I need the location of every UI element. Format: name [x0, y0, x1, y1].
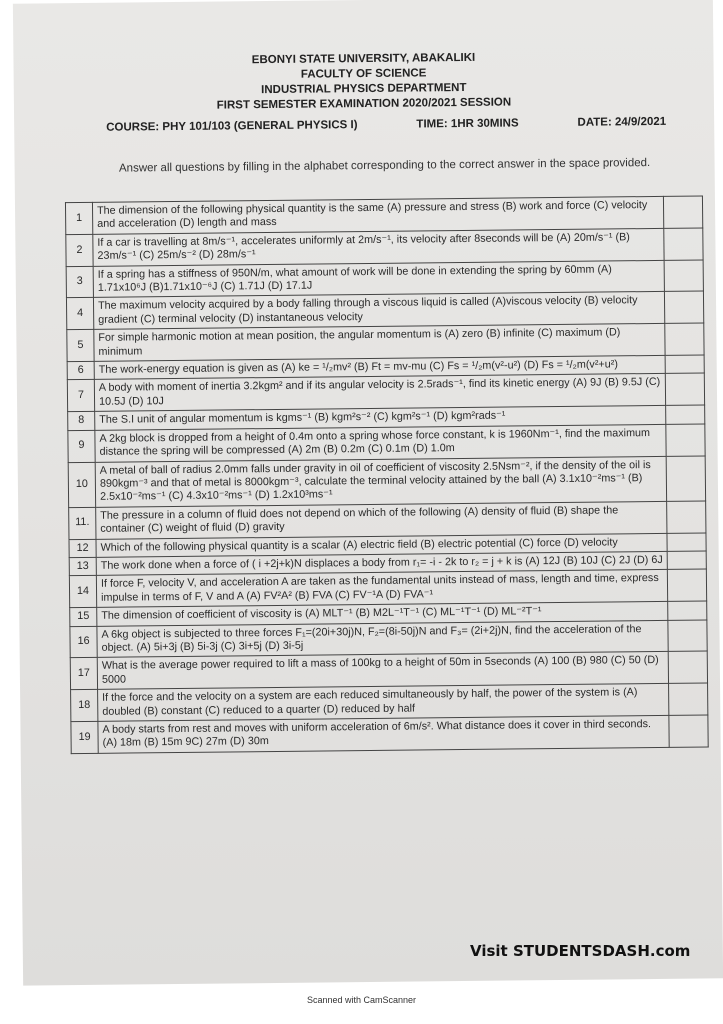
question-number: 11.: [69, 507, 96, 539]
question-text: Which of the following physical quantity is a scalar (A) electric field (B) electric potential (C) force (D) velocity: [96, 533, 667, 557]
exam-title: FIRST SEMESTER EXAMINATION 2020/2021 SESSION: [216, 96, 512, 112]
question-number: 19: [71, 721, 98, 753]
question-number: 14: [69, 576, 96, 608]
question-row: [71, 715, 708, 753]
answer-space[interactable]: [669, 715, 708, 747]
answer-space[interactable]: [663, 196, 702, 228]
answer-space[interactable]: [667, 532, 706, 551]
department-name: INDUSTRIAL PHYSICS DEPARTMENT: [261, 81, 467, 97]
exam-header: [13, 48, 714, 115]
question-text: For simple harmonic motion at mean position, the angular momentum is (A) zero (B) infinite (C) maximum (D) minimum: [94, 324, 665, 362]
course-code: COURSE: PHY 101/103 (GENERAL PHYSICS I): [106, 119, 358, 134]
answer-space[interactable]: [665, 323, 704, 355]
answer-space[interactable]: [666, 405, 705, 424]
answer-space[interactable]: [664, 260, 703, 292]
question-text: If force F, velocity V, and acceleration A are taken as the fundamental units instead of mass, length and time, express impulse in terms of F, V and A (A) FV²A² (B) FVA (C) FV⁻¹A (D) FVA⁻¹: [96, 570, 667, 608]
question-number: 13: [69, 557, 96, 576]
question-number: 9: [68, 430, 95, 462]
question-number: 8: [68, 412, 95, 431]
question-text: What is the average power required to lift a mass of 100kg to a height of 50m in 5seconds (A) 100 (B) 980 (C) 50 (D) 5000: [97, 652, 668, 690]
question-number: 3: [66, 266, 93, 298]
exam-paper: [13, 0, 723, 986]
question-text: A 2kg block is dropped from a height of 0.4m onto a spring whose force constant, k is 1960Nm⁻¹, find the maximum distance the spring will be compressed (A) 2m (B) 0.2m (C) 0.1m (D) 1.0m: [95, 424, 666, 462]
question-text: The work done when a force of ( i +2j+k)N displaces a body from r₁= -i - 2k to r₂ = j + k is (A) 12J (B) 10J (C) 2J (D) 6J: [96, 551, 667, 575]
question-row: [68, 455, 705, 507]
question-text: A body with moment of inertia 3.2kgm² and if its angular velocity is 2.5rads⁻¹, find its kinetic energy (A) 9J (B) 9.5J (C) 10.5J (D) 10J: [94, 374, 665, 412]
answer-space[interactable]: [668, 651, 707, 683]
answer-space[interactable]: [668, 601, 707, 620]
question-number: 5: [67, 330, 94, 362]
answer-space[interactable]: [665, 355, 704, 374]
question-number: 17: [70, 658, 97, 690]
answer-space[interactable]: [666, 455, 705, 501]
question-text: The pressure in a column of fluid does not depend on which of the following (A) density of fluid (B) shape the container (C) weight of fluid (D) gravity: [96, 501, 667, 539]
answer-space[interactable]: [668, 620, 707, 652]
answer-space[interactable]: [664, 291, 703, 323]
question-text: The dimension of the following physical quantity is the same (A) pressure and stress (B) work and force (C) velocity and acceleration (D) length and mass: [92, 196, 663, 234]
faculty-name: FACULTY OF SCIENCE: [300, 67, 427, 81]
answer-space[interactable]: [667, 501, 706, 533]
exam-date: DATE: 24/9/2021: [577, 115, 667, 129]
answer-space[interactable]: [669, 683, 708, 715]
answer-space[interactable]: [667, 551, 706, 570]
question-text: The S.I unit of angular momentum is kgms⁻¹ (B) kgm²s⁻² (C) kgm²s⁻¹ (D) kgm²rads⁻¹: [95, 406, 666, 430]
course-info: [106, 116, 666, 134]
question-number: 15: [70, 608, 97, 627]
question-number: 4: [66, 298, 93, 330]
studentsdash-watermark: Visit STUDENTSDASH.com: [470, 942, 691, 960]
answer-space[interactable]: [665, 373, 704, 405]
question-number: 18: [71, 690, 98, 722]
question-text: If a car is travelling at 8m/s⁻¹, accelerates uniformly at 2m/s⁻¹, its velocity after 8seconds will be (A) 20m/s⁻¹ (B) 23m/s⁻¹ (C) 25m/s⁻² (D) 28m/s⁻¹: [93, 228, 664, 266]
question-text: A body starts from rest and moves with uniform acceleration of 6m/s². What distance does it cover in third seconds. (A) 18m (B) 15m 9C) 27m (D) 30m: [98, 715, 669, 753]
question-number: 1: [65, 202, 92, 234]
question-text: If a spring has a stiffness of 950N/m, what amount of work will be done in extending the spring by 60mm (A) 1.71x10⁶J (B)1.71x10⁻⁶J (C) 1.71J (D) 17.1J: [93, 260, 664, 298]
answer-space[interactable]: [664, 228, 703, 260]
question-number: 6: [67, 361, 94, 380]
university-name: EBONYI STATE UNIVERSITY, ABAKALIKI: [251, 51, 476, 67]
exam-time: TIME: 1HR 30MINS: [416, 117, 519, 131]
question-text: A metal of ball of radius 2.0mm falls under gravity in oil of coefficient of viscosity 2.5Nsm⁻², if the density of the oil is 890kgm⁻³ and that of metal is 8000kgm⁻³, calculate the terminal velocity attained by the ball (A) 3.1x10⁻²ms⁻¹ (B) 2.5x10⁻²ms⁻¹ (C) 4.3x10⁻²ms⁻¹ (D) 1.2x10³ms⁻¹: [95, 456, 666, 507]
question-number: 12: [69, 539, 96, 558]
question-number: 16: [70, 626, 97, 658]
question-text: If the force and the velocity on a system are each reduced simultaneously by half, the power of the system is (A) doubled (B) constant (C) reduced to a quarter (D) reduced by half: [98, 684, 669, 722]
question-number: 10: [68, 462, 95, 507]
question-text: The maximum velocity acquired by a body falling through a viscous liquid is called (A)viscous velocity (B) velocity gradient (C) terminal velocity (D) instantaneous velocity: [93, 292, 664, 330]
answer-space[interactable]: [666, 424, 705, 456]
instructions: Answer all questions by filling in the alphabet corresponding to the correct answer in the space provided.: [118, 157, 651, 175]
question-text: The dimension of coefficient of viscosity is (A) MLT⁻¹ (B) M2L⁻¹T⁻¹ (C) ML⁻¹T⁻¹ (D) ML⁻²T⁻¹: [97, 602, 668, 626]
question-text: The work-energy equation is given as (A) ke = ¹/₂mv² (B) Ft = mv-mu (C) Fs = ¹/₂m(v²-u²) (D) Fs = ¹/₂m(v²+u²): [94, 355, 665, 379]
question-number: 7: [67, 380, 94, 412]
scanner-caption: Scanned with CamScanner: [306, 995, 417, 1005]
answer-space[interactable]: [667, 569, 706, 601]
questions-table: [65, 195, 709, 753]
question-number: 2: [66, 234, 93, 266]
question-text: A 6kg object is subjected to three forces F₁=(20i+30j)N, F₂=(8i-50j)N and F₃= (2i+2j)N, find the acceleration of the object. (A) 5i+3j (B) 5i-3j (C) 3i+5j (D) 3i-5j: [97, 620, 668, 658]
